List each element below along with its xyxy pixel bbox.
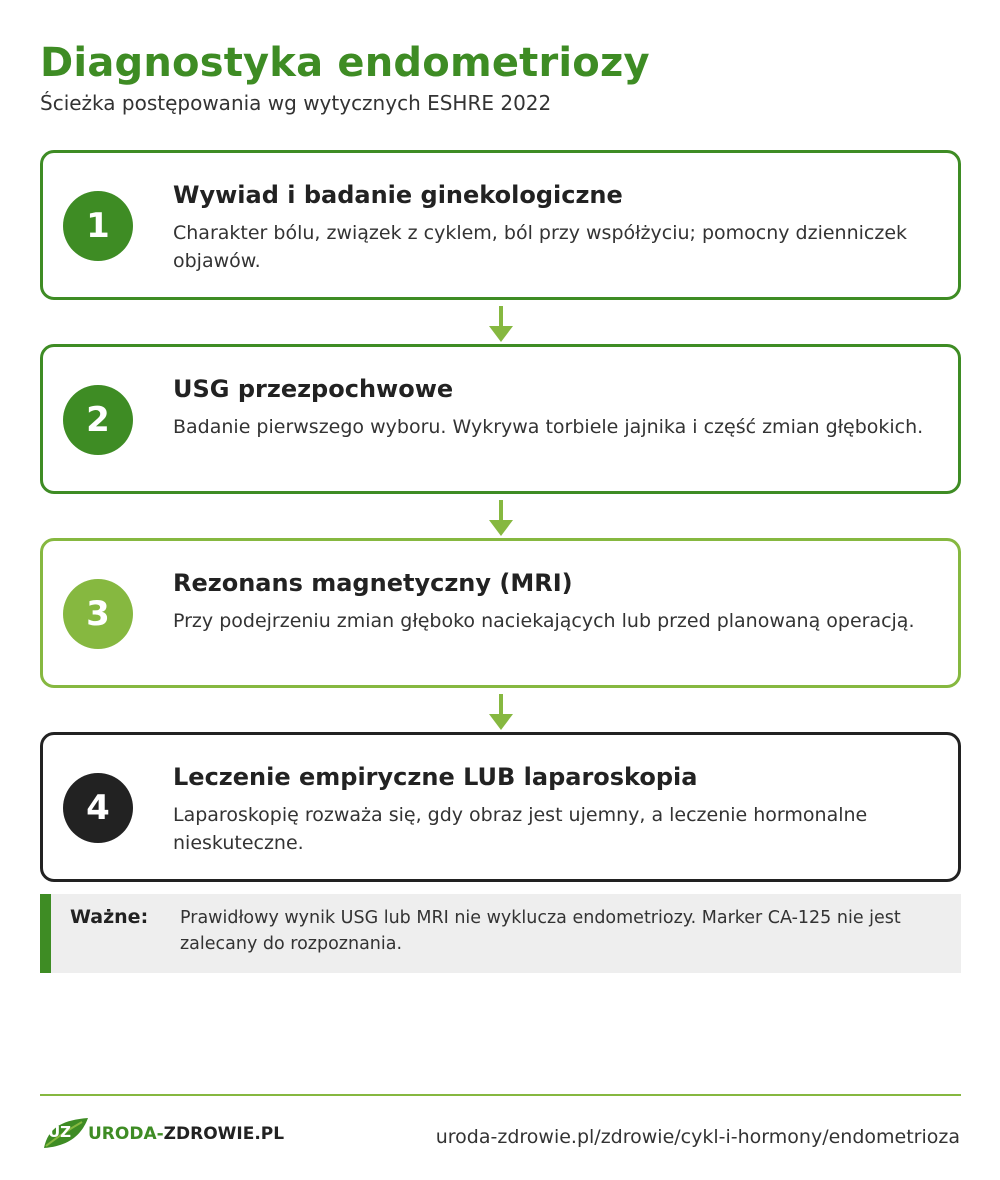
note-label: Ważne: bbox=[70, 906, 149, 928]
logo-wordmark-part2: ZDROWIE.PL bbox=[163, 1124, 285, 1144]
page-subtitle: Ścieżka postępowania wg wytycznych ESHRE 2022 bbox=[40, 91, 552, 115]
step-number-badge: 2 bbox=[63, 385, 133, 455]
logo-wordmark-part1: URODA- bbox=[88, 1124, 164, 1144]
arrow-down-icon bbox=[489, 694, 513, 730]
arrow-down-icon bbox=[489, 306, 513, 342]
step-card-4 bbox=[40, 732, 961, 882]
step-title: USG przezpochwowe bbox=[173, 375, 454, 403]
step-title: Wywiad i badanie ginekologiczne bbox=[173, 181, 623, 209]
logo-wordmark bbox=[88, 1124, 284, 1144]
step-number-badge: 1 bbox=[63, 191, 133, 261]
step-description: Charakter bólu, związek z cyklem, ból przy współżyciu; pomocny dzienniczek objawów. bbox=[173, 222, 908, 272]
step-description: Przy podejrzeniu zmian głęboko naciekających lub przed planowaną operacją. bbox=[173, 610, 915, 632]
step-card-2 bbox=[40, 344, 961, 494]
page-title: Diagnostyka endometriozy bbox=[40, 40, 650, 86]
arrow-down-icon bbox=[489, 500, 513, 536]
step-title: Rezonans magnetyczny (MRI) bbox=[173, 569, 573, 597]
step-description: Laparoskopię rozważa się, gdy obraz jest ujemny, a leczenie hormonalne nieskuteczne. bbox=[173, 804, 868, 854]
step-number-badge: 4 bbox=[63, 773, 133, 843]
step-number-badge: 3 bbox=[63, 579, 133, 649]
site-logo[interactable] bbox=[40, 1114, 285, 1154]
step-title: Leczenie empiryczne LUB laparoskopia bbox=[173, 763, 698, 791]
important-note bbox=[40, 894, 961, 973]
footer-divider bbox=[40, 1094, 961, 1096]
logo-badge-text: UZ bbox=[48, 1123, 72, 1141]
step-card-1 bbox=[40, 150, 961, 300]
source-url-link[interactable]: uroda-zdrowie.pl/zdrowie/cykl-i-hormony/endometrioza bbox=[435, 1126, 960, 1148]
step-description: Badanie pierwszego wyboru. Wykrywa torbiele jajnika i część zmian głębokich. bbox=[173, 416, 924, 438]
note-text: Prawidłowy wynik USG lub MRI nie wyklucza endometriozy. Marker CA-125 nie jest zalecany do rozpoznania. bbox=[180, 908, 901, 954]
step-card-3 bbox=[40, 538, 961, 688]
